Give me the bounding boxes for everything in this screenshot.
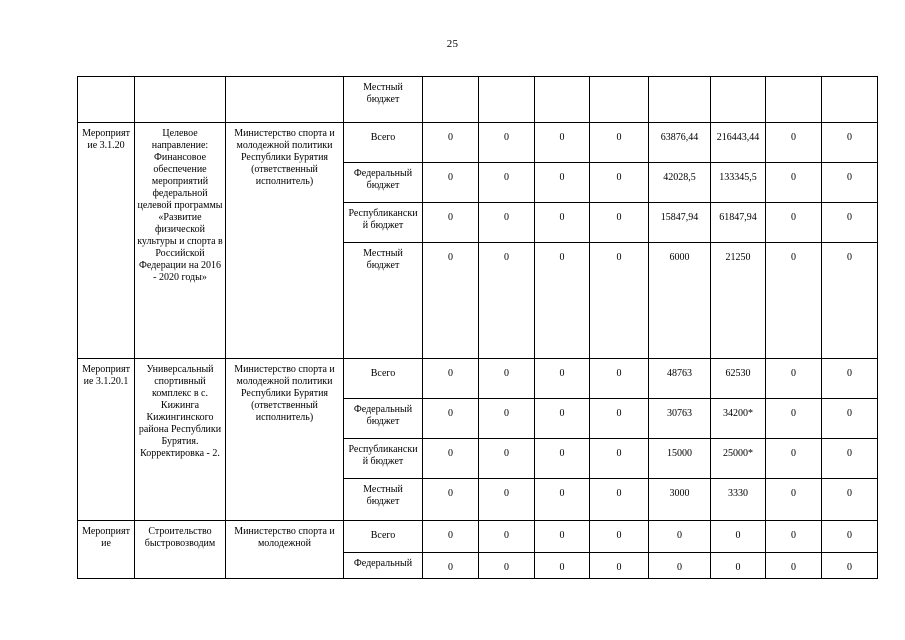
funding-source-cell-text: Местный бюджет [363,248,403,271]
description-cell-text: Целевое направление: Финансовое обеспечение мероприятий федеральной целевой программы «Развитие физической культуры и спорта в Российской Федерации на 2016 - 2020 годы» [137,128,223,283]
value-cell-text: 0 [791,368,796,379]
value-cell-text: 0 [616,530,622,541]
funding-source-cell [344,203,423,243]
value-cell [766,243,822,359]
value-cell [822,359,878,399]
value-cell [590,77,649,123]
value-cell [535,163,590,203]
budget-table [77,76,878,579]
value-cell-text: 0 [559,212,565,223]
value-cell-text: 216443,44 [716,132,760,143]
funding-source-cell [344,399,423,439]
value-cell [649,203,711,243]
value-cell [423,479,479,521]
funding-source-cell [344,359,423,399]
description-cell [135,359,226,521]
value-cell [822,203,878,243]
activity-cell [78,77,135,123]
value-cell-text: 0 [504,408,509,419]
activity-cell-text: Мероприятие 3.1.20 [82,128,130,151]
value-cell-text: 0 [791,448,796,459]
value-cell [711,553,766,579]
value-cell-text: 0 [448,530,453,541]
value-cell-text: 0 [791,252,796,263]
funding-source-cell-text: Республиканский бюджет [348,208,418,231]
value-cell-text: 0 [616,448,622,459]
value-cell-text: 0 [677,530,682,541]
value-cell-text: 25000* [723,448,753,459]
value-cell [822,399,878,439]
value-cell-text: 0 [504,172,509,183]
value-cell-text: 0 [677,562,682,573]
value-cell [766,163,822,203]
funding-source-cell [344,521,423,553]
value-cell [479,203,535,243]
description-cell [135,521,226,579]
funding-source-cell-text: Федеральный бюджет [353,404,413,427]
value-cell [423,203,479,243]
value-cell-text: 34200* [723,408,753,419]
value-cell-text: 0 [559,368,565,379]
value-cell-text: 0 [616,132,622,143]
value-cell-text: 0 [847,212,852,223]
value-cell-text: 0 [559,562,565,573]
value-cell-text: 3330 [728,488,748,499]
value-cell [649,359,711,399]
value-cell [423,77,479,123]
value-cell-text: 0 [559,172,565,183]
value-cell-text: 0 [559,488,565,499]
value-cell [649,521,711,553]
value-cell [479,123,535,163]
value-cell-text: 0 [616,212,622,223]
value-cell [423,553,479,579]
value-cell [479,439,535,479]
value-cell [649,77,711,123]
value-cell-text: 0 [791,132,796,143]
value-cell [766,359,822,399]
executor-cell [226,521,344,579]
value-cell [423,243,479,359]
value-cell-text: 0 [448,132,453,143]
value-cell [822,77,878,123]
value-cell [766,399,822,439]
value-cell-text: 0 [791,562,796,573]
value-cell [535,521,590,553]
value-cell-text: 6000 [669,252,690,263]
value-cell [711,399,766,439]
value-cell-text: 0 [847,172,852,183]
value-cell [479,399,535,439]
value-cell-text: 0 [616,172,622,183]
value-cell-text: 0 [504,448,509,459]
value-cell [535,399,590,439]
funding-source-cell-text: Всего [370,530,396,541]
value-cell-text: 15000 [667,448,692,459]
value-cell [711,77,766,123]
value-cell-text: 48763 [667,368,692,379]
value-cell [423,123,479,163]
value-cell [535,479,590,521]
value-cell [479,77,535,123]
value-cell [590,359,649,399]
table-row [78,123,878,163]
table-body [78,77,878,579]
value-cell [649,479,711,521]
value-cell [423,399,479,439]
value-cell [590,479,649,521]
funding-source-cell-text: Местный бюджет [363,484,403,507]
value-cell [649,439,711,479]
value-cell-text: 0 [504,368,509,379]
value-cell-text: 0 [448,368,453,379]
value-cell [766,521,822,553]
description-cell [135,77,226,123]
value-cell [590,399,649,439]
activity-cell-text: Мероприятие 3.1.20.1 [82,364,130,387]
value-cell [822,479,878,521]
description-cell-text: Универсальный спортивный комплекс в с. Кижинга Кижингинского района Республики Бурятия. Корректировка - 2. [138,364,222,459]
value-cell-text: 63876,44 [660,132,699,143]
page-number: 25 [446,38,459,50]
value-cell-text: 0 [847,132,852,143]
executor-cell-text: Министерство спорта и молодежной [234,526,335,549]
value-cell [479,163,535,203]
funding-source-cell-text: Федеральный [353,558,413,569]
value-cell [479,243,535,359]
value-cell [766,77,822,123]
executor-cell-text: Министерство спорта и молодежной политики Республики Бурятия (ответственный исполнитель) [234,364,335,423]
funding-source-cell [344,163,423,203]
value-cell [649,163,711,203]
value-cell [766,553,822,579]
value-cell-text: 0 [735,530,741,541]
funding-source-cell [344,243,423,359]
value-cell [479,479,535,521]
value-cell-text: 0 [448,212,453,223]
value-cell [822,439,878,479]
table-row [78,521,878,553]
value-cell [711,163,766,203]
funding-source-cell [344,123,423,163]
funding-source-cell [344,77,423,123]
value-cell [590,243,649,359]
table-row [78,77,878,123]
value-cell-text: 0 [448,448,453,459]
value-cell [822,243,878,359]
executor-cell-text: Министерство спорта и молодежной политики Республики Бурятия (ответственный исполнитель) [234,128,335,187]
value-cell-text: 0 [616,562,622,573]
funding-source-cell [344,439,423,479]
value-cell [649,553,711,579]
value-cell [423,163,479,203]
value-cell-text: 0 [559,530,565,541]
value-cell [822,521,878,553]
value-cell [766,203,822,243]
value-cell-text: 0 [504,212,509,223]
value-cell-text: 0 [616,368,622,379]
funding-source-cell-text: Республиканский бюджет [348,444,418,467]
value-cell-text: 0 [504,562,509,573]
value-cell [711,439,766,479]
value-cell-text: 0 [847,488,852,499]
value-cell-text: 61847,94 [719,212,757,223]
value-cell [822,163,878,203]
value-cell [766,439,822,479]
value-cell [535,243,590,359]
activity-cell [78,359,135,521]
value-cell-text: 0 [791,488,796,499]
executor-cell [226,123,344,359]
value-cell [535,553,590,579]
value-cell-text: 0 [559,448,565,459]
value-cell [423,359,479,399]
value-cell-text: 0 [847,368,852,379]
value-cell [590,439,649,479]
funding-source-cell-text: Всего [370,368,396,379]
funding-source-cell [344,553,423,579]
value-cell-text: 42028,5 [663,172,696,183]
value-cell [711,243,766,359]
funding-source-cell [344,479,423,521]
value-cell-text: 0 [616,252,622,263]
value-cell [822,123,878,163]
value-cell-text: 0 [504,530,509,541]
value-cell [535,439,590,479]
value-cell [535,123,590,163]
value-cell-text: 0 [559,408,565,419]
value-cell-text: 0 [448,252,453,263]
value-cell [649,243,711,359]
value-cell-text: 62530 [725,368,751,379]
value-cell-text: 0 [791,212,796,223]
value-cell [711,359,766,399]
value-cell-text: 0 [791,530,796,541]
value-cell [649,399,711,439]
value-cell-text: 133345,5 [719,172,757,183]
value-cell-text: 0 [847,252,852,263]
value-cell-text: 3000 [669,488,690,499]
value-cell-text: 0 [448,172,453,183]
value-cell [711,123,766,163]
value-cell [535,359,590,399]
value-cell-text: 0 [616,408,622,419]
value-cell [423,439,479,479]
value-cell-text: 0 [791,172,796,183]
value-cell [766,123,822,163]
value-cell [590,553,649,579]
value-cell-text: 0 [847,530,852,541]
value-cell-text: 0 [448,562,453,573]
value-cell-text: 0 [448,408,453,419]
funding-source-cell-text: Федеральный бюджет [353,168,413,191]
value-cell-text: 0 [847,408,852,419]
value-cell-text: 30763 [667,408,692,419]
value-cell-text: 0 [616,488,622,499]
value-cell [766,479,822,521]
value-cell [535,203,590,243]
value-cell-text: 0 [504,252,509,263]
value-cell [479,359,535,399]
value-cell [535,77,590,123]
value-cell-text: 0 [448,488,453,499]
value-cell-text: 15847,94 [660,212,699,223]
description-cell-text: Строительство быстровозводим [144,526,216,549]
value-cell [423,521,479,553]
value-cell [590,163,649,203]
value-cell [479,521,535,553]
value-cell-text: 0 [735,562,741,573]
value-cell-text: 0 [504,488,509,499]
activity-cell [78,521,135,579]
value-cell [590,203,649,243]
value-cell-text: 0 [847,562,852,573]
value-cell [590,123,649,163]
value-cell-text: 21250 [725,252,751,263]
description-cell [135,123,226,359]
value-cell-text: 0 [791,408,796,419]
value-cell [711,203,766,243]
value-cell [711,479,766,521]
value-cell [649,123,711,163]
value-cell-text: 0 [559,252,565,263]
value-cell-text: 0 [559,132,565,143]
activity-cell [78,123,135,359]
value-cell [479,553,535,579]
activity-cell-text: Мероприятие [82,526,130,549]
executor-cell [226,359,344,521]
funding-source-cell-text: Местный бюджет [363,82,403,105]
value-cell [822,553,878,579]
table-row [78,359,878,399]
executor-cell [226,77,344,123]
funding-source-cell-text: Всего [370,132,396,143]
value-cell-text: 0 [847,448,852,459]
value-cell [590,521,649,553]
value-cell-text: 0 [504,132,509,143]
value-cell [711,521,766,553]
